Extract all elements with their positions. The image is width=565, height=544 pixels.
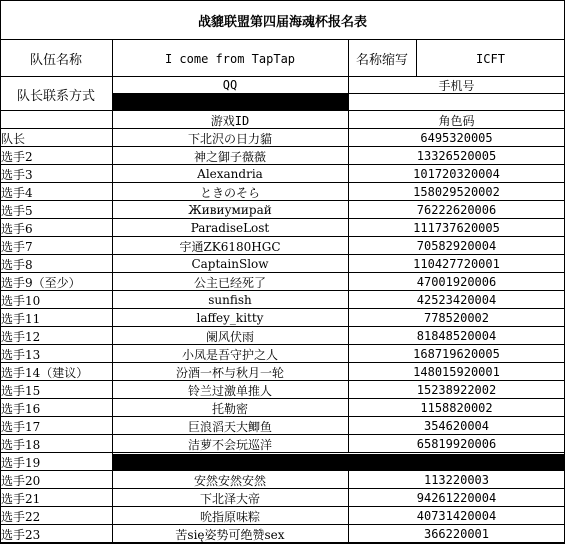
player-role-code: 1158820002: [420, 401, 493, 415]
team-name-label: 队伍名称: [29, 53, 82, 68]
grid-hline: [0, 182, 565, 183]
player-role-code: 13326520005: [416, 149, 497, 163]
player-role-code: 65819920006: [416, 437, 497, 451]
player-role: 选手7: [1, 239, 33, 254]
grid-vline: [416, 39, 417, 77]
player-role-code: 6495320005: [420, 131, 493, 145]
grid-hline: [0, 470, 565, 471]
player-role-code: 94261220004: [416, 491, 497, 505]
player-role-code: 76222620006: [416, 203, 497, 217]
qq-redacted: [113, 94, 348, 110]
player-role: 选手20: [1, 473, 41, 488]
grid-hline: [0, 344, 565, 345]
grid-vline: [112, 39, 113, 77]
player-role-code: 148015920001: [413, 365, 500, 379]
team-abbr-label: 名称缩写: [355, 53, 408, 68]
player-role: 选手9（至少）: [1, 275, 81, 290]
grid-hline: [0, 542, 565, 543]
player-role: 选手13: [1, 347, 41, 362]
player-game-id: Живиумирай: [188, 203, 272, 217]
player-game-id: 洁萝不会玩巡洋: [187, 437, 272, 452]
player-role: 选手11: [1, 311, 41, 326]
player-role-code: 113220003: [423, 473, 490, 487]
player-game-id: 托勒密: [211, 401, 248, 416]
player-game-id: 阑风伏雨: [205, 329, 254, 344]
player-game-id: laffey_kitty: [196, 311, 264, 325]
player-role: 选手14（建议）: [1, 365, 89, 380]
player-role-code: 366220001: [423, 527, 490, 541]
player-game-id: 吮指原味粽: [199, 509, 260, 524]
player-role: 选手22: [1, 509, 41, 524]
player-game-id: Alexandria: [197, 167, 263, 181]
grid-vline: [348, 309, 349, 327]
grid-vline: [348, 291, 349, 309]
player-role: 选手2: [1, 149, 33, 164]
grid-vline: [348, 363, 349, 381]
grid-hline: [0, 506, 565, 507]
player-role: 选手4: [1, 185, 33, 200]
player-role-code: 111737620005: [413, 221, 500, 235]
player-role-code: 354620004: [423, 419, 490, 433]
player-game-id: ParadiseLost: [190, 221, 270, 235]
grid-hline: [0, 254, 565, 255]
grid-vline: [348, 507, 349, 525]
player-role: 选手10: [1, 293, 41, 308]
player-role: 选手21: [1, 491, 41, 506]
grid-hline: [0, 488, 565, 489]
grid-hline: [0, 416, 565, 417]
player-role-code: 81848520004: [416, 329, 497, 343]
player-game-id: sunfish: [208, 293, 252, 307]
player-role: 选手17: [1, 419, 41, 434]
grid-vline: [348, 381, 349, 399]
grid-vline: [348, 273, 349, 291]
player-game-id: 神之御子薇薇: [193, 149, 266, 164]
grid-vline: [348, 471, 349, 489]
player-role-code: 47001920006: [416, 275, 497, 289]
grid-hline: [0, 76, 565, 77]
player-game-id: 巨浪滔天大鲫鱼: [187, 419, 272, 434]
grid-vline: [348, 201, 349, 219]
player-game-id: 汾酒一杯与秋月一轮: [175, 365, 284, 380]
team-abbr-value: ICFT: [476, 51, 505, 66]
border-top: [0, 0, 565, 1]
grid-hline: [0, 380, 565, 381]
grid-vline: [348, 76, 349, 111]
grid-hline: [0, 39, 565, 40]
grid-hline: [0, 272, 565, 273]
grid-vline: [348, 435, 349, 453]
player-role: 选手8: [1, 257, 33, 272]
captain-contact-label: 队长联系方式: [16, 88, 95, 104]
player-role-code: 40731420004: [416, 509, 497, 523]
phone-label: 手机号: [438, 78, 475, 93]
qq-label: QQ: [222, 78, 238, 92]
grid-hline: [0, 326, 565, 327]
grid-vline: [348, 39, 349, 77]
grid-hline: [0, 146, 565, 147]
grid-hline: [0, 398, 565, 399]
grid-hline: [0, 290, 565, 291]
grid-vline: [348, 525, 349, 543]
grid-vline: [348, 255, 349, 273]
grid-vline: [348, 489, 349, 507]
grid-vline: [348, 147, 349, 165]
player-game-id: 公主已经死了: [193, 275, 266, 290]
player-role-code: 158029520002: [413, 185, 500, 199]
grid-vline: [348, 183, 349, 201]
grid-vline: [348, 327, 349, 345]
player-game-id: ときのそら: [199, 185, 260, 200]
role-code-header: 角色码: [438, 113, 475, 128]
player-role: 选手18: [1, 437, 41, 452]
player-role: 选手12: [1, 329, 41, 344]
grid-hline: [0, 218, 565, 219]
player-role: 选手5: [1, 203, 33, 218]
player-role-code: 42523420004: [416, 293, 497, 307]
player-game-id: 下北泽大帝: [199, 491, 260, 506]
game-id-header: 游戏ID: [210, 113, 250, 128]
player-role: 选手23: [1, 527, 41, 542]
grid-hline: [0, 236, 565, 237]
grid-hline: [0, 362, 565, 363]
grid-vline: [348, 345, 349, 363]
grid-hline: [0, 434, 565, 435]
grid-vline: [348, 219, 349, 237]
player-role: 选手15: [1, 383, 41, 398]
player-role: 队长: [1, 131, 26, 146]
player-game-id: 宇通ZK6180HGC: [179, 239, 281, 254]
grid-hline: [0, 524, 565, 525]
player-role: 选手3: [1, 167, 33, 182]
grid-hline: [0, 308, 565, 309]
player-role-code: 168719620005: [413, 347, 500, 361]
grid-vline: [348, 165, 349, 183]
team-name-value: I come from TapTap: [164, 51, 296, 66]
player-game-id: 安然安然安然: [193, 473, 266, 488]
player-game-id: 苦się姿势可绝赞sex: [175, 527, 285, 542]
grid-hline: [0, 200, 565, 201]
grid-hline: [112, 93, 565, 94]
form-title: 战貔联盟第四届海魂杯报名表: [197, 14, 367, 30]
grid-vline: [348, 110, 349, 129]
grid-vline: [348, 129, 349, 147]
player-role-code: 15238922002: [416, 383, 497, 397]
player-role-code: 778520002: [423, 311, 490, 325]
grid-hline: [0, 164, 565, 165]
redacted-row: [113, 454, 565, 471]
player-game-id: 铃兰过激单推人: [187, 383, 272, 398]
grid-hline: [0, 128, 565, 129]
player-game-id: 小凤是吾守护之人: [181, 347, 278, 362]
player-role-code: 101720320004: [413, 167, 500, 181]
grid-vline: [348, 237, 349, 255]
grid-vline: [348, 399, 349, 417]
player-game-id: CaptainSlow: [191, 257, 269, 271]
grid-hline: [0, 452, 565, 453]
player-role-code: 110427720001: [413, 257, 500, 271]
player-role: 选手16: [1, 401, 41, 416]
grid-vline: [348, 417, 349, 435]
player-role: 选手19: [1, 455, 41, 470]
player-role: 选手6: [1, 221, 33, 236]
player-role-code: 70582920004: [416, 239, 497, 253]
grid-hline: [0, 110, 565, 111]
player-game-id: 下北沢の日力貓: [187, 131, 272, 146]
